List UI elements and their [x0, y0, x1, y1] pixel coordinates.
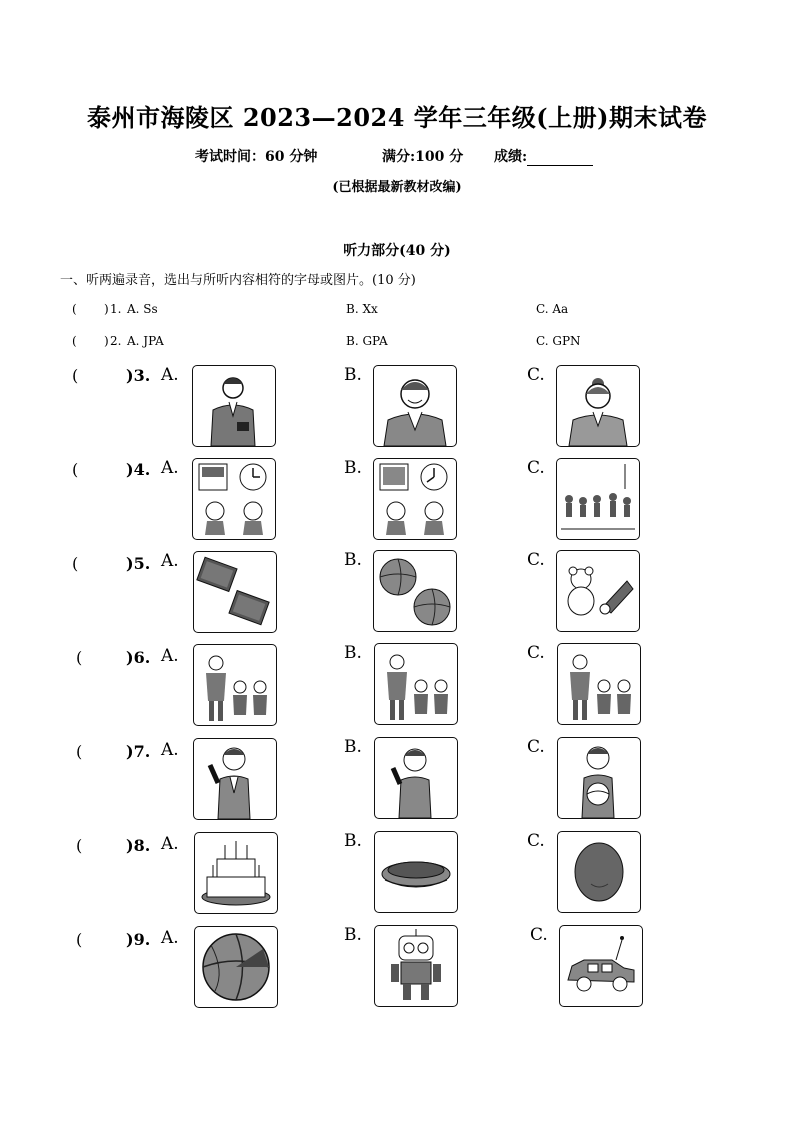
exam-full-score: 满分:100 分 [382, 149, 464, 165]
option-a-label: A. [161, 740, 179, 760]
option-b-label: B. [344, 550, 362, 570]
option-b-label: B. [344, 365, 362, 385]
option-c-label: C. [527, 737, 545, 757]
birthday-cake-icon[interactable] [194, 832, 278, 914]
man-with-camera-icon[interactable] [192, 365, 276, 447]
option-b-label: B. [344, 925, 362, 945]
question-number: )4. [126, 460, 151, 479]
answer-paren-close[interactable]: ) [104, 302, 109, 316]
answer-paren[interactable]: ( [76, 742, 83, 761]
option-c-label: C. [527, 550, 545, 570]
teacher-students-icon[interactable] [374, 643, 458, 725]
part1-instruction: 一、听两遍录音，选出与所听内容相符的字母或图片。(10 分) [60, 273, 416, 288]
teacher-students-icon[interactable] [193, 644, 277, 726]
answer-paren[interactable]: ( [72, 460, 79, 479]
option-c-label: C. [530, 925, 548, 945]
option-b-label: B. [344, 737, 362, 757]
evening-kids-icon[interactable] [373, 458, 457, 540]
option-a: A. Ss [127, 302, 158, 316]
books-icon[interactable] [193, 551, 277, 633]
option-a-label: A. [161, 834, 179, 854]
option-c-label: C. [527, 643, 545, 663]
section-title: 听力部分(40 分) [343, 243, 451, 259]
result-label: 成绩: [494, 149, 528, 165]
boy-with-ball-icon[interactable] [557, 737, 641, 819]
toys-icon[interactable] [556, 550, 640, 632]
option-a-label: A. [161, 458, 179, 478]
boy-waving-icon[interactable] [193, 738, 277, 820]
answer-paren-open: ( [72, 302, 77, 316]
question-number: )6. [126, 648, 151, 667]
option-c-label: C. [527, 458, 545, 478]
pie-icon[interactable] [374, 831, 458, 913]
edition-note: (已根据最新教材改编) [332, 180, 462, 195]
answer-paren[interactable]: ( [76, 648, 83, 667]
answer-paren[interactable]: ( [76, 836, 83, 855]
woman-icon[interactable] [556, 365, 640, 447]
option-c: C. GPN [536, 334, 581, 348]
ball-icon[interactable] [194, 926, 278, 1008]
question-number: )9. [126, 930, 151, 949]
question-number: )3. [126, 366, 151, 385]
playground-kids-icon[interactable] [556, 458, 640, 540]
option-a: A. JPA [127, 334, 164, 348]
exam-title: 泰州市海陵区 2023—2024 学年三年级(上册)期末试卷 [86, 103, 707, 132]
option-a-label: A. [161, 365, 179, 385]
option-a-label: A. [161, 551, 179, 571]
option-c-label: C. [527, 831, 545, 851]
exam-result [494, 146, 593, 166]
option-b: B. GPA [346, 334, 388, 348]
question-number: 2. [110, 334, 122, 348]
grandpa-icon[interactable] [373, 365, 457, 447]
answer-paren-close[interactable]: ) [104, 334, 109, 348]
teacher-students-icon[interactable] [557, 643, 641, 725]
option-c-label: C. [527, 365, 545, 385]
answer-paren[interactable]: ( [72, 366, 79, 385]
morning-kids-icon[interactable] [192, 458, 276, 540]
option-a-label: A. [161, 646, 179, 666]
result-blank[interactable] [527, 151, 593, 166]
egg-icon[interactable] [557, 831, 641, 913]
question-number: 1. [110, 302, 122, 316]
boy-waving-icon[interactable] [374, 737, 458, 819]
question-number: )8. [126, 836, 151, 855]
answer-paren[interactable]: ( [76, 930, 83, 949]
exam-time: 考试时间：60 分钟 [195, 149, 318, 165]
option-b-label: B. [344, 643, 362, 663]
option-b-label: B. [344, 458, 362, 478]
option-b: B. Xx [346, 302, 378, 316]
balls-icon[interactable] [373, 550, 457, 632]
option-b-label: B. [344, 831, 362, 851]
question-number: )5. [126, 554, 151, 573]
answer-paren-open: ( [72, 334, 77, 348]
robot-icon[interactable] [374, 925, 458, 1007]
question-number: )7. [126, 742, 151, 761]
answer-paren[interactable]: ( [72, 554, 79, 573]
option-a-label: A. [161, 928, 179, 948]
option-c: C. Aa [536, 302, 569, 316]
toy-car-icon[interactable] [559, 925, 643, 1007]
